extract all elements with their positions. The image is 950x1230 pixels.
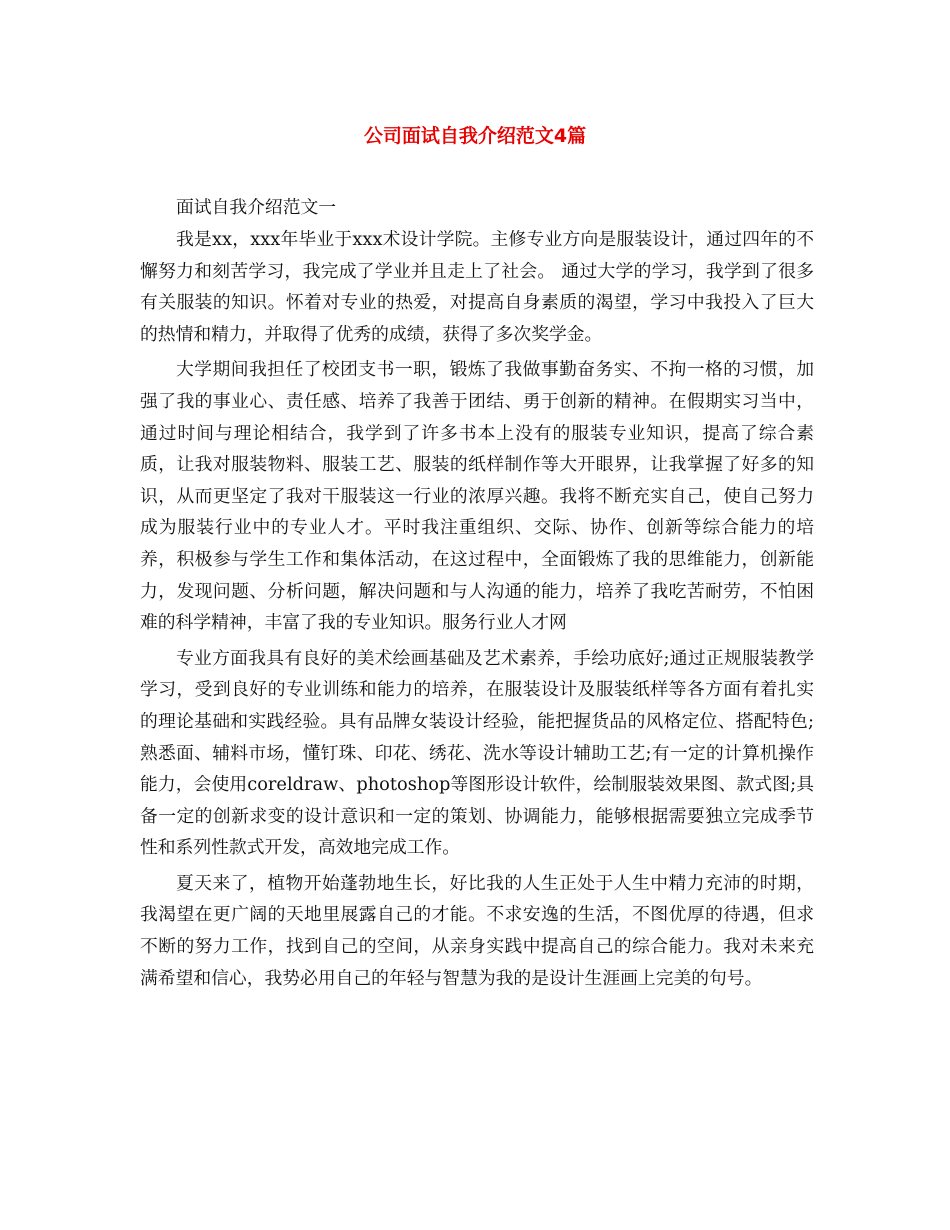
document-body (140, 192, 814, 998)
paragraph-3: 专业方面我具有良好的美术绘画基础及艺术素养，手绘功底好;通过正规服装教学学习，受到良好的专业训练和能力的培养，在服装设计及服装纸样等各方面有着扎实的理论基础和实践经验。具有品牌女装设计经验，能把握货品的风格定位、搭配特色;熟悉面、辅料市场，懂钉珠、印花、绣花、洗水等设计辅助工艺;有一定的计算机操作能力，会使用coreldraw、photoshop等图形设计软件，绘制服装效果图、款式图;具备一定的创新求变的设计意识和一定的策划、协调能力，能够根据需要独立完成季节性和系列性款式开发，高效地完成工作。 (140, 647, 814, 859)
document-title: 公司面试自我介绍范文4篇 (363, 125, 587, 147)
paragraph-1: 我是xx，xxx年毕业于xxx术设计学院。主修专业方向是服装设计，通过四年的不懈努力和刻苦学习，我完成了学业并且走上了社会。 通过大学的学习，我学到了很多有关服装的知识。怀着对专业的热爱，对提高自身素质的渴望，学习中我投入了巨大的热情和精力，并取得了优秀的成绩，获得了多次奖学金。 (140, 229, 814, 345)
section-heading: 面试自我介绍范文一 (176, 197, 337, 218)
paragraph-4: 夏天来了，植物开始蓬勃地生长，好比我的人生正处于人生中精力充沛的时期，我渴望在更广阔的天地里展露自己的才能。不求安逸的生活，不图优厚的待遇，但求不断的努力工作，找到自己的空间，从亲身实践中提高自己的综合能力。我对未来充满希望和信心，我势必用自己的年轻与智慧为我的是设计生涯画上完美的句号。 (140, 872, 814, 989)
paragraph-2: 大学期间我担任了校团支书一职，锻炼了我做事勤奋务实、不拘一格的习惯，加强了我的事业心、责任感、培养了我善于团结、勇于创新的精神。在假期实习当中，通过时间与理论相结合，我学到了许多书本上没有的服装专业知识，提高了综合素质，让我对服装物料、服装工艺、服装的纸样制作等大开眼界，让我掌握了好多的知识，从而更坚定了我对干服装这一行业的浓厚兴趣。我将不断充实自己，使自己努力成为服装行业中的专业人才。平时我注重组织、交际、协作、创新等综合能力的培养，积极参与学生工作和集体活动，在这过程中，全面锻炼了我的思维能力，创新能力，发现问题、分析问题，解决问题和与人沟通的能力，培养了我吃苦耐劳，不怕困难的科学精神，丰富了我的专业知识。服务行业人才网 (140, 359, 814, 634)
